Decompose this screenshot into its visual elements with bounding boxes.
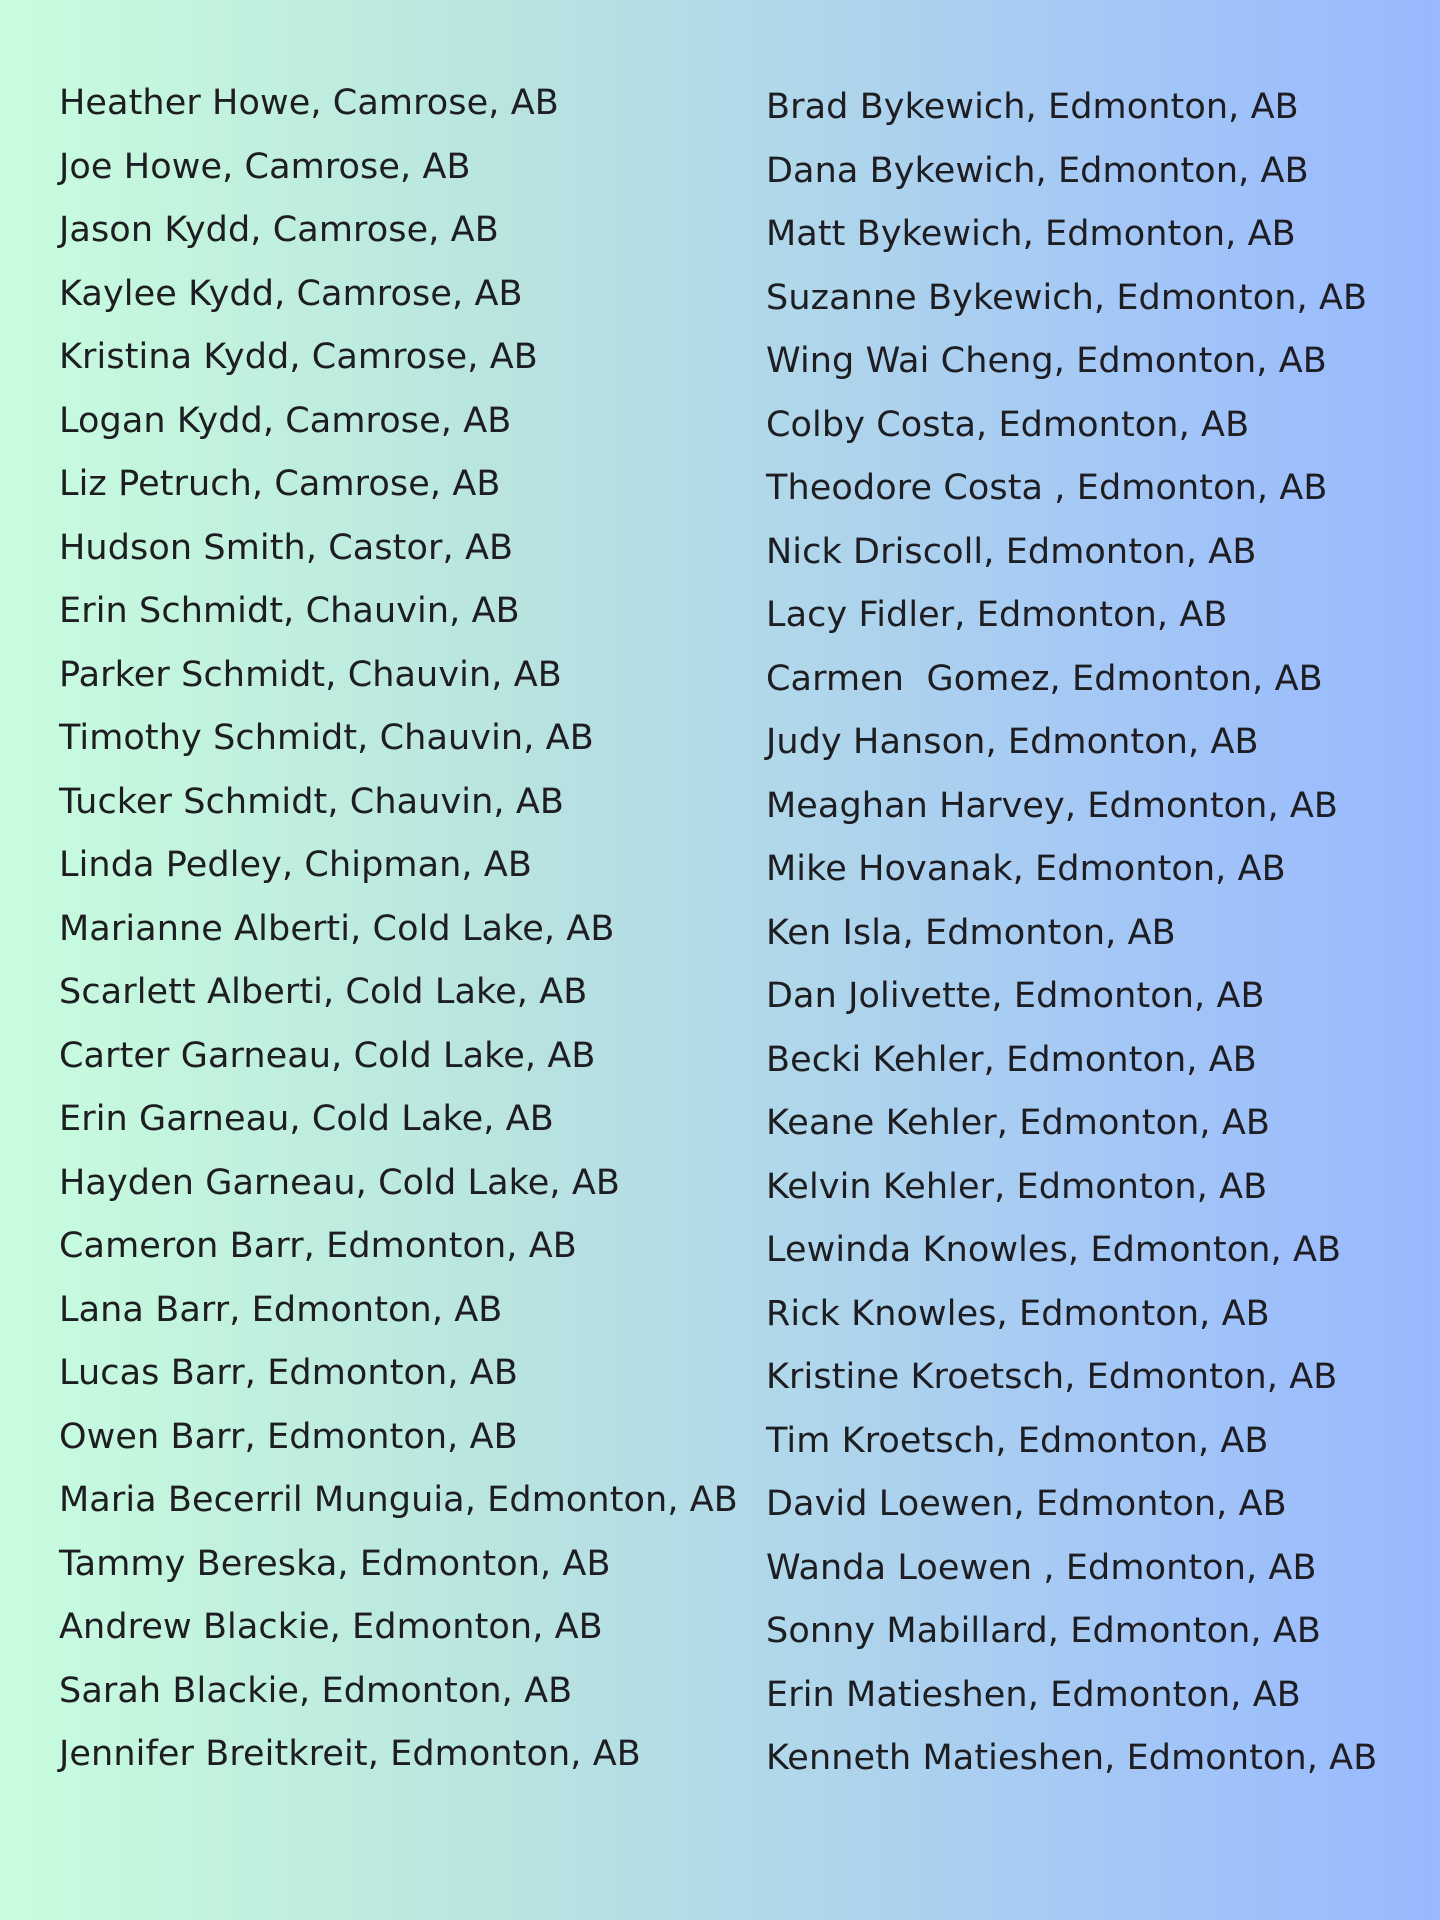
name-entry: Kristina Kydd, Camrose, AB [59, 337, 538, 377]
name-entry: Colby Costa, Edmonton, AB [766, 404, 1250, 445]
name-entry: Wing Wai Cheng, Edmonton, AB [766, 341, 1327, 381]
name-entry: Parker Schmidt, Chauvin, AB [59, 654, 562, 695]
name-entry: Hayden Garneau, Cold Lake, AB [59, 1162, 621, 1203]
name-entry: Kenneth Matieshen, Edmonton, AB [766, 1738, 1378, 1778]
name-entry: Jennifer Breitkreit, Edmonton, AB [59, 1734, 641, 1774]
name-entry: Heather Howe, Camrose, AB [59, 83, 559, 123]
name-entry: Rick Knowles, Edmonton, AB [766, 1293, 1270, 1334]
name-entry: Wanda Loewen , Edmonton, AB [766, 1547, 1317, 1588]
name-entry: Mike Hovanak, Edmonton, AB [766, 849, 1286, 889]
name-entry: Erin Garneau, Cold Lake, AB [59, 1099, 554, 1139]
name-entry: Tucker Schmidt, Chauvin, AB [59, 781, 564, 822]
name-entry: Lewinda Knowles, Edmonton, AB [766, 1230, 1342, 1270]
name-entry: Linda Pedley, Chipman, AB [59, 845, 533, 885]
name-entry: Liz Petruch, Camrose, AB [59, 464, 501, 504]
name-entry: Erin Schmidt, Chauvin, AB [59, 591, 520, 631]
name-entry: Lucas Barr, Edmonton, AB [59, 1353, 518, 1393]
name-entry: Lana Barr, Edmonton, AB [59, 1289, 503, 1330]
name-entry: Suzanne Bykewich, Edmonton, AB [766, 277, 1368, 318]
name-entry: Timothy Schmidt, Chauvin, AB [59, 718, 594, 758]
name-entry: David Loewen, Edmonton, AB [766, 1484, 1287, 1524]
name-entry: Kelvin Kehler, Edmonton, AB [766, 1166, 1268, 1207]
name-entry: Erin Matieshen, Edmonton, AB [766, 1674, 1301, 1715]
name-entry: Joe Howe, Camrose, AB [59, 146, 471, 187]
name-entry: Cameron Barr, Edmonton, AB [59, 1226, 577, 1266]
name-entry: Meaghan Harvey, Edmonton, AB [766, 785, 1339, 826]
name-entry: Andrew Blackie, Edmonton, AB [59, 1607, 603, 1647]
name-entry: Ken Isla, Edmonton, AB [766, 912, 1176, 953]
name-entry: Sonny Mabillard, Edmonton, AB [766, 1611, 1322, 1651]
name-entry: Lacy Fidler, Edmonton, AB [766, 595, 1228, 635]
name-entry: Hudson Smith, Castor, AB [59, 527, 514, 568]
name-entry: Judy Hanson, Edmonton, AB [766, 722, 1259, 762]
name-entry: Kristine Kroetsch, Edmonton, AB [766, 1357, 1338, 1397]
name-entry: Carmen Gomez, Edmonton, AB [766, 658, 1323, 699]
name-entry: Theodore Costa , Edmonton, AB [766, 468, 1328, 508]
name-entry: Kaylee Kydd, Camrose, AB [59, 273, 523, 314]
name-entry: Marianne Alberti, Cold Lake, AB [59, 908, 615, 949]
name-entry: Tim Kroetsch, Edmonton, AB [766, 1420, 1269, 1461]
name-entry: Sarah Blackie, Edmonton, AB [59, 1670, 573, 1711]
name-entry: Brad Bykewich, Edmonton, AB [766, 87, 1299, 127]
name-entry: Maria Becerril Munguia, Edmonton, AB [59, 1480, 738, 1520]
name-entry: Dan Jolivette, Edmonton, AB [766, 976, 1265, 1016]
name-entry: Scarlett Alberti, Cold Lake, AB [59, 972, 588, 1012]
name-entry: Dana Bykewich, Edmonton, AB [766, 150, 1309, 191]
name-entry: Nick Driscoll, Edmonton, AB [766, 531, 1257, 572]
name-entry: Keane Kehler, Edmonton, AB [766, 1103, 1270, 1143]
name-entry: Logan Kydd, Camrose, AB [59, 400, 512, 441]
name-list-right [766, 80, 1377, 1795]
name-list-left [59, 76, 738, 1791]
name-entry: Becki Kehler, Edmonton, AB [766, 1039, 1257, 1080]
name-entry: Matt Bykewich, Edmonton, AB [766, 214, 1296, 254]
name-entry: Tammy Bereska, Edmonton, AB [59, 1543, 611, 1584]
name-entry: Carter Garneau, Cold Lake, AB [59, 1035, 596, 1076]
name-entry: Jason Kydd, Camrose, AB [59, 210, 499, 250]
name-entry: Owen Barr, Edmonton, AB [59, 1416, 518, 1457]
